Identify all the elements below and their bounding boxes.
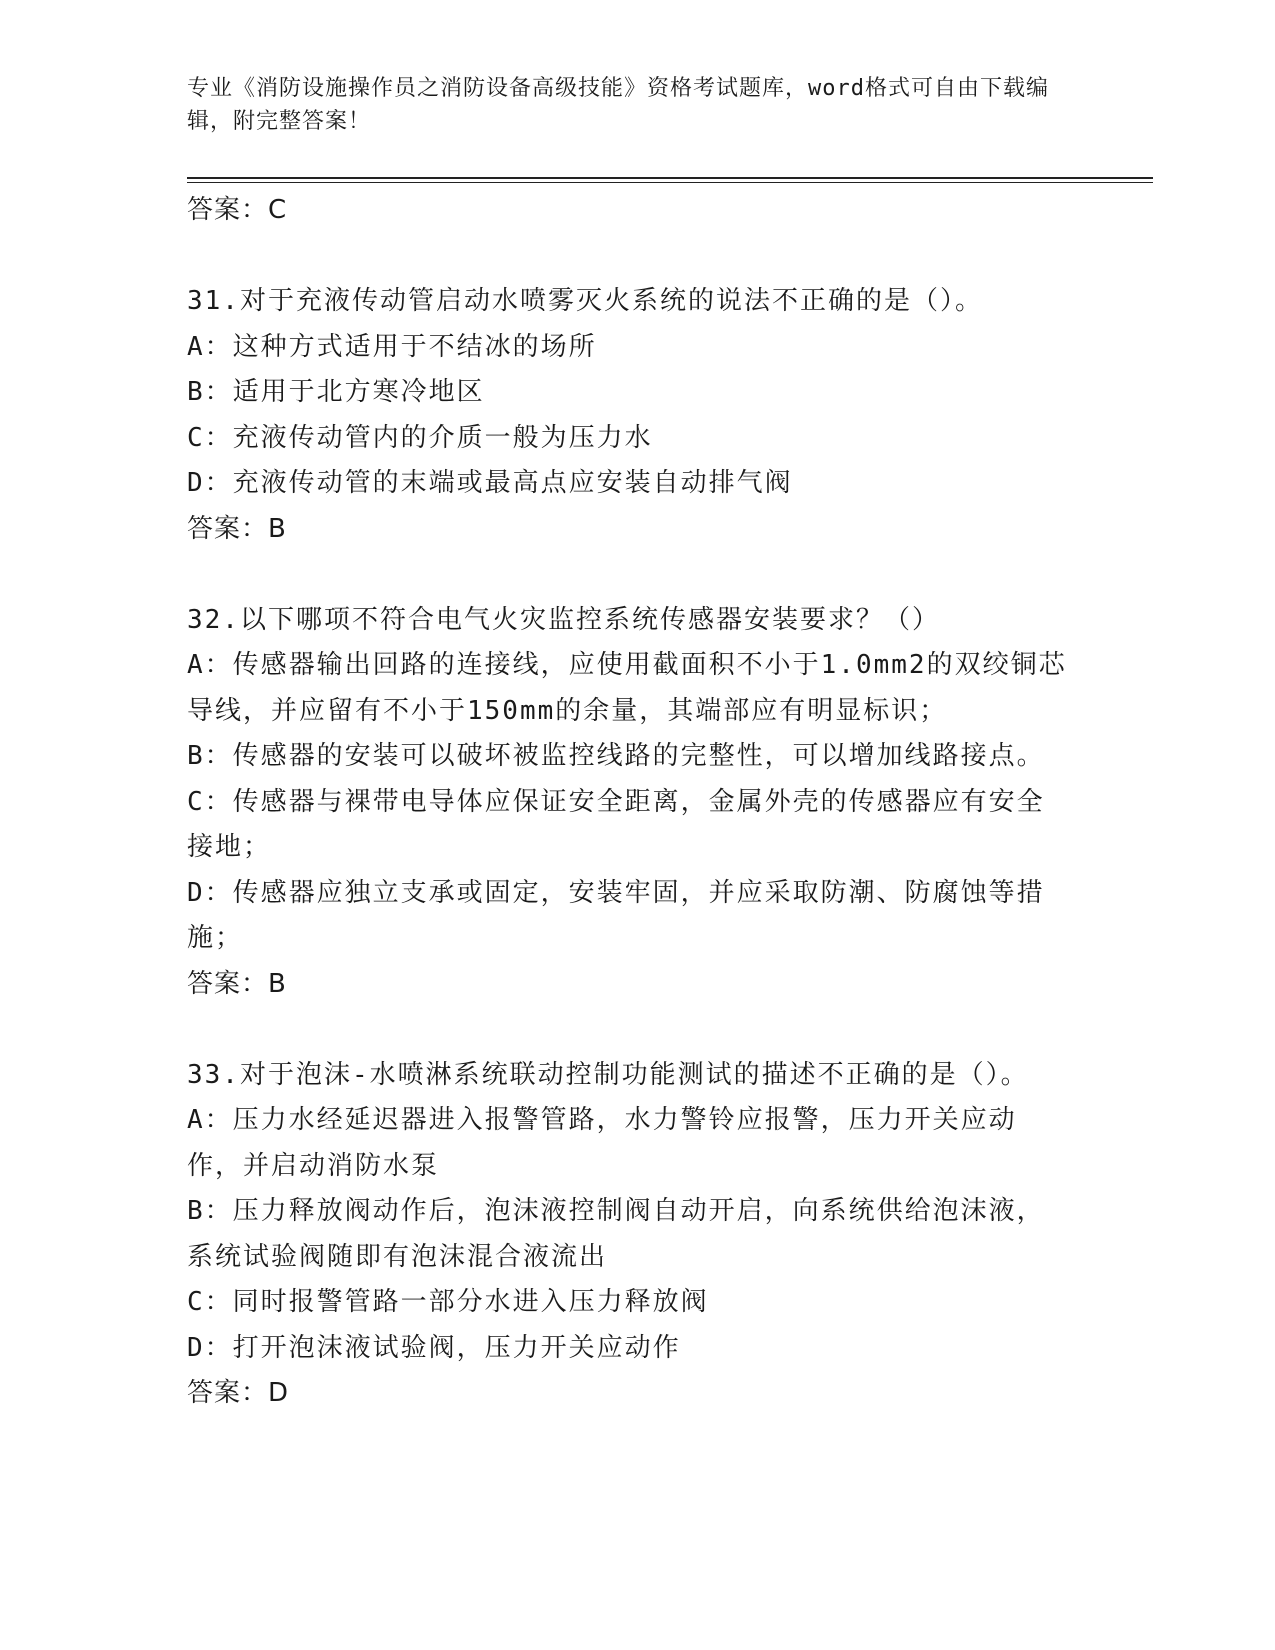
- question-block: [187, 1053, 1067, 1417]
- question-stem: 33.对于泡沫-水喷淋系统联动控制功能测试的描述不正确的是（）。: [187, 1059, 1029, 1090]
- question-stem: 32.以下哪项不符合电气火灾监控系统传感器安装要求？（）: [187, 604, 940, 635]
- option-b: B：传感器的安装可以破坏被监控线路的完整性，可以增加线路接点。: [187, 741, 1045, 771]
- option-d: D：打开泡沫液试验阀，压力开关应动作: [187, 1332, 681, 1363]
- spacer: [187, 1007, 1067, 1053]
- option-c: C：同时报警管路一部分水进入压力释放阀: [187, 1287, 709, 1317]
- answer-line: 答案：C: [187, 195, 288, 225]
- question-block: [187, 279, 1067, 552]
- option-b: B：适用于北方寒冷地区: [187, 377, 485, 407]
- answer-line: 答案：D: [187, 1378, 290, 1408]
- spacer: [187, 234, 1067, 280]
- option-c: C：充液传动管内的介质一般为压力水: [187, 422, 653, 453]
- option-b: B：压力释放阀动作后，泡沫液控制阀自动开启，向系统供给泡沫液，系统试验阀随即有泡沫混合液流出: [187, 1196, 1045, 1272]
- answer-line: 答案：B: [187, 513, 287, 544]
- header-rule-thin: [187, 182, 1153, 183]
- answer-line: 答案：B: [187, 968, 287, 999]
- option-c: C：传感器与裸带电导体应保证安全距离，金属外壳的传感器应有安全接地；: [187, 786, 1045, 862]
- document-header: 专业《消防设施操作员之消防设备高级技能》资格考试题库，word格式可自由下载编辑，附完整答案！: [187, 76, 1049, 134]
- option-a: A：这种方式适用于不结冰的场所: [187, 331, 597, 362]
- option-d: D：传感器应独立支承或固定，安装牢固，并应采取防潮、防腐蚀等措施；: [187, 877, 1045, 953]
- header-rule-thick: [187, 177, 1153, 179]
- question-list: [187, 188, 1067, 1417]
- option-a: A：压力水经延迟器进入报警管路，水力警铃应报警，压力开关应动作，并启动消防水泵: [187, 1105, 1017, 1181]
- question-stem: 31.对于充液传动管启动水喷雾灭火系统的说法不正确的是（）。: [187, 286, 983, 316]
- option-a: A：传感器输出回路的连接线，应使用截面积不小于1.0mm2的双绞铜芯导线，并应留有不小于150mm的余量，其端部应有明显标识；: [187, 650, 1067, 726]
- question-block: [187, 598, 1067, 1008]
- spacer: [187, 552, 1067, 598]
- option-d: D：充液传动管的末端或最高点应安装自动排气阀: [187, 468, 793, 498]
